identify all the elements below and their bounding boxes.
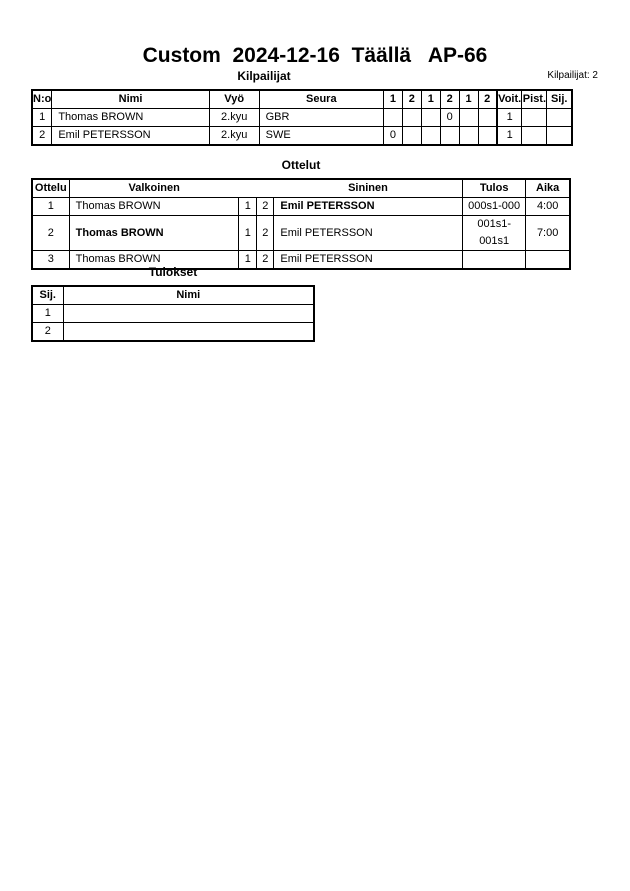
table-row xyxy=(32,251,570,270)
table-row xyxy=(32,305,314,323)
matches-table xyxy=(31,178,571,270)
match-number: 2 xyxy=(32,216,69,251)
blue-competitor: Emil PETERSSON xyxy=(274,251,463,270)
white-number: 1 xyxy=(239,251,257,270)
match-time xyxy=(526,251,570,270)
round-cell xyxy=(478,109,497,127)
results-header-row xyxy=(32,286,314,305)
blue-number: 2 xyxy=(257,198,274,216)
header-no: N:o xyxy=(32,90,52,109)
header-club: Seura xyxy=(259,90,383,109)
blue-competitor: Emil PETERSSON xyxy=(274,216,463,251)
header-white: Valkoinen xyxy=(69,179,239,198)
header-blue: Sininen xyxy=(274,179,463,198)
result-name xyxy=(63,323,314,342)
match-number: 1 xyxy=(32,198,69,216)
header-name: Nimi xyxy=(63,286,314,305)
result-name xyxy=(63,305,314,323)
header-name: Nimi xyxy=(52,90,209,109)
header-time: Aika xyxy=(526,179,570,198)
match-time: 4:00 xyxy=(526,198,570,216)
header-round: 2 xyxy=(440,90,459,109)
competitor-rank xyxy=(547,109,572,127)
round-cell: 0 xyxy=(440,109,459,127)
header-round: 1 xyxy=(421,90,440,109)
competitors-table xyxy=(31,89,573,146)
header-round: 2 xyxy=(402,90,421,109)
round-cell xyxy=(383,109,402,127)
header-match: Ottelu xyxy=(32,179,69,198)
table-row xyxy=(32,198,570,216)
round-cell xyxy=(402,109,421,127)
competitor-name: Thomas BROWN xyxy=(52,109,209,127)
header-rank: Sij. xyxy=(32,286,63,305)
competitor-count: Kilpailijat: 2 xyxy=(547,70,598,81)
header-spacer xyxy=(257,179,274,198)
match-time: 7:00 xyxy=(526,216,570,251)
round-cell xyxy=(459,109,478,127)
result-rank: 1 xyxy=(32,305,63,323)
white-number: 1 xyxy=(239,216,257,251)
matches-heading: Ottelut xyxy=(281,158,321,172)
match-number: 3 xyxy=(32,251,69,270)
competitor-no: 2 xyxy=(32,127,52,146)
header-round: 1 xyxy=(383,90,402,109)
table-row xyxy=(32,216,570,251)
competitor-belt: 2.kyu xyxy=(209,127,259,146)
competitors-header-row xyxy=(32,90,572,109)
header-round: 2 xyxy=(478,90,497,109)
competitor-rank xyxy=(547,127,572,146)
results-heading: Tulokset xyxy=(148,265,198,279)
header-round: 1 xyxy=(459,90,478,109)
match-result: 001s1-001s1 xyxy=(463,216,526,251)
competitor-wins: 1 xyxy=(497,109,522,127)
competitor-points xyxy=(522,127,547,146)
round-cell xyxy=(402,127,421,146)
competitor-wins: 1 xyxy=(497,127,522,146)
header-spacer xyxy=(239,179,257,198)
header-rank: Sij. xyxy=(547,90,572,109)
competitor-name: Emil PETERSSON xyxy=(52,127,209,146)
white-number: 1 xyxy=(239,198,257,216)
match-result xyxy=(463,251,526,270)
header-belt: Vyö xyxy=(209,90,259,109)
round-cell xyxy=(421,109,440,127)
competitor-no: 1 xyxy=(32,109,52,127)
round-cell xyxy=(478,127,497,146)
competitors-heading: Kilpailijat xyxy=(237,69,291,83)
white-competitor: Thomas BROWN xyxy=(69,198,239,216)
white-competitor: Thomas BROWN xyxy=(69,251,239,270)
table-row xyxy=(32,323,314,342)
result-rank: 2 xyxy=(32,323,63,342)
round-cell xyxy=(440,127,459,146)
page-title: Custom 2024-12-16 Täällä AP-66 xyxy=(142,44,488,67)
round-cell xyxy=(421,127,440,146)
blue-competitor: Emil PETERSSON xyxy=(274,198,463,216)
round-cell xyxy=(459,127,478,146)
table-row xyxy=(32,109,572,127)
blue-number: 2 xyxy=(257,251,274,270)
table-row xyxy=(32,127,572,146)
match-result: 000s1-000 xyxy=(463,198,526,216)
results-table xyxy=(31,285,315,342)
white-competitor: Thomas BROWN xyxy=(69,216,239,251)
matches-header-row xyxy=(32,179,570,198)
header-points: Pist. xyxy=(522,90,547,109)
competitor-club: SWE xyxy=(259,127,383,146)
competitor-belt: 2.kyu xyxy=(209,109,259,127)
blue-number: 2 xyxy=(257,216,274,251)
header-result: Tulos xyxy=(463,179,526,198)
header-wins: Voit. xyxy=(497,90,522,109)
round-cell: 0 xyxy=(383,127,402,146)
competitor-points xyxy=(522,109,547,127)
competitor-club: GBR xyxy=(259,109,383,127)
